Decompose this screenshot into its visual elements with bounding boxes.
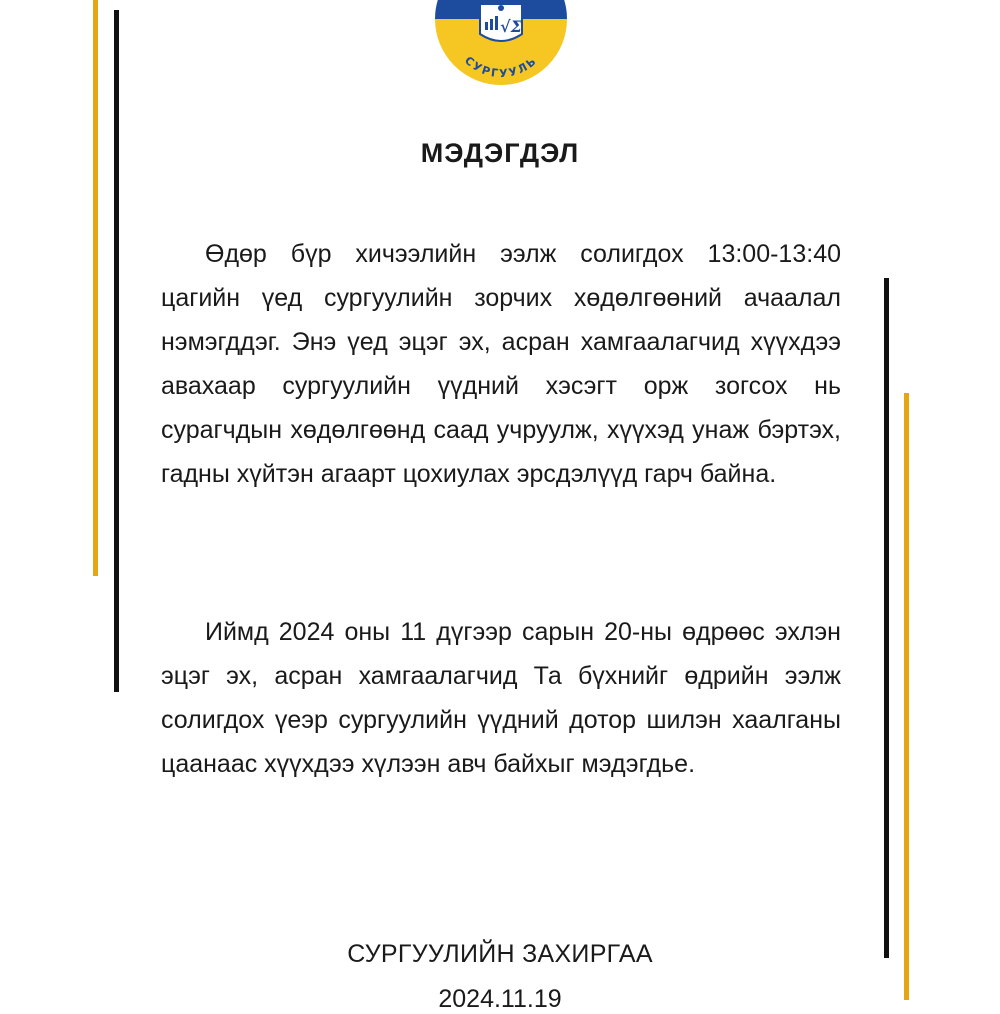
paragraph-1-text: Өдөр бүр хичээлийн ээлж солигдох 13:00-13:40 цагийн үед сургуулийн зорчих хөдөлгөөний ачаалал нэмэгддэг. Энэ үед эцэг эх, асран хамгаалагчид хүүхдээ авахаар сургуулийн үүдний хэсэгт орж зогсох нь сурагчдын хөдөлгөөнд саад учруулж, хүүхэд унаж бэртэх, гадны хүйтэн агаарт цохиулах эрсдэлүүд гарч байна. <box>161 240 841 488</box>
right-gold-bar <box>904 393 909 1000</box>
signature: СУРГУУЛИЙН ЗАХИРГАА <box>347 940 653 968</box>
notice-date: 2024.11.19 <box>438 985 562 1013</box>
right-black-bar <box>884 278 889 958</box>
notice-title: МЭДЭГДЭЛ <box>420 138 580 168</box>
notice-paragraph-2 <box>161 610 841 786</box>
logo-symbol: √Σ <box>500 17 522 36</box>
notice-paragraph-1 <box>161 232 841 496</box>
left-black-bar <box>114 10 119 692</box>
left-gold-bar <box>93 0 98 576</box>
paragraph-2-text: Иймд 2024 оны 11 дүгээр сарын 20-ны өдрөөс эхлэн эцэг эх, асран хамгаалагчид Та бүхнийг өдрийн ээлж солигдох үеэр сургуулийн үүдний дотор шилэн хаалганы цаанаас хүүхдээ хүлээн авч байхыг мэдэгдье. <box>161 618 841 778</box>
logo-sub-text: СУРГУУЛЬ <box>462 53 540 81</box>
school-logo <box>430 0 572 90</box>
logo-atom-icon <box>498 5 504 11</box>
